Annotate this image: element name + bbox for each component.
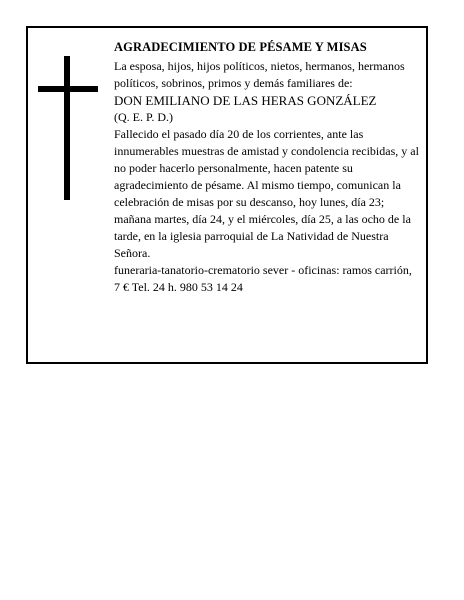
notice-body: Fallecido el pasado día 20 de los corrientes, ante las innumerables muestras de amistad y condolencia recibidas, y al no poder hacerlo personalmente, hacen patente su agradecimiento de pésame. Al mismo tiempo, comunican la celebración de misas por su descanso, hoy lunes, día 23; mañana martes, día 24, y el miércoles, día 25, a las ocho de la tarde, en la iglesia parroquial de La Natividad de Nuestra Señora. (114, 127, 419, 260)
deceased-name: DON EMILIANO DE LAS HERAS GONZÁLEZ (114, 93, 377, 108)
rip-abbreviation: (Q. E. P. D.) (114, 110, 173, 124)
cross-vertical-bar (64, 56, 70, 200)
notice-text (114, 39, 420, 296)
obituary-notice (26, 26, 428, 364)
funeral-home-footer: funeraria-tanatorio-crematorio sever - oficinas: ramos carrión, 7 € Tel. 24 h. 980 53 14 24 (114, 263, 412, 294)
cross-horizontal-bar (38, 86, 98, 92)
notice-intro: La esposa, hijos, hijos políticos, nietos, hermanos, hermanos políticos, sobrinos, primos y demás familiares de: (114, 59, 405, 90)
cross-icon (38, 56, 98, 200)
notice-heading: AGRADECIMIENTO DE PÉSAME Y MISAS (114, 40, 367, 54)
